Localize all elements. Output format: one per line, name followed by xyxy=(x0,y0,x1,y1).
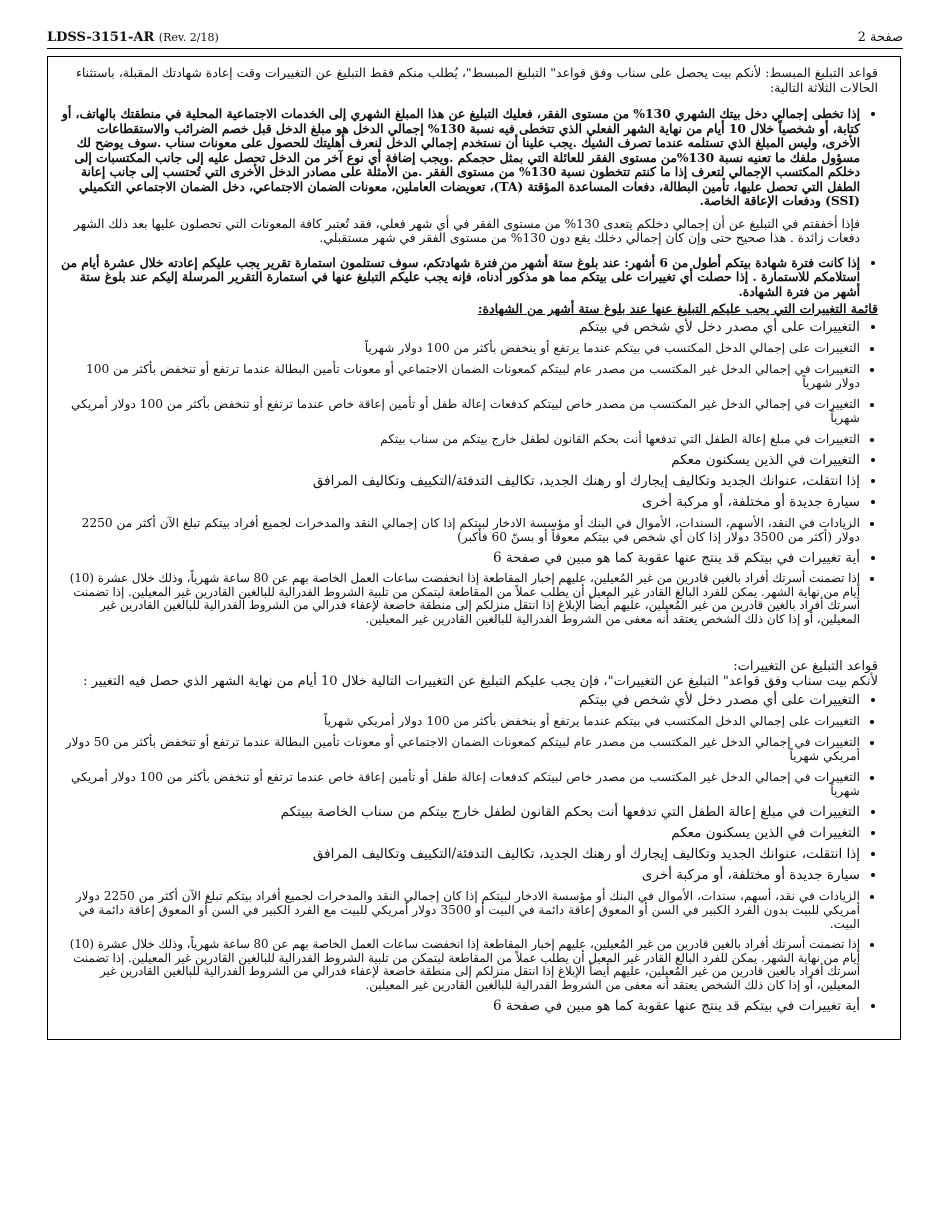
list-item: • سيارة جديدة أو مختلفة، أو مركبة أخرى xyxy=(60,868,860,882)
list-item: • إذا تضمنت أسرتك أفراد بالغين قادرين من غير المُعيلين، عليهم إخبار المقاطعة إذا انخفضت ساعات العمل الخاصة بهم عن 80 ساعة شهرياً، وذلك خلال عشرة (10) أيام من نهاية الشهر. يمكن للفرد البالغ القادر غير المعيل أن يطلب عملاً من المقاطعة ليتمكن من تلبية الشروط الفدرالية للبالغين القادرين غير المعيلين. إذا تضمنت أسرتك أفراد بالغين قادرين من غير المُعيلين، عليهم أيضاً الإبلاغ إذا انتقل منزلكم إلى منطقة خاضعة لإعفاء فدرالي من الشروط الفدرالية للبالغين القادرين غير المعيلين، أو إذا كان ذلك الشخص يعتقد أنه معفى من الشروط الفدرالية للبالغين القادرين غير المعيلين. xyxy=(60,938,860,992)
overpayment-note: فإذا أخفقتم في التبليغ عن أن إجمالي دخلكم يتعدى 130% من مستوى الفقر في أي شهر فعلي، فقد تُعتبر كافة المعونات التي تحصلون عليها بعد ذلك الشهر دفعات زائدة . هذا صحيح حتى وإن كان إجمالي دخلك يقع دون 130% من مستوى الفقر في شهر مستقبلي. xyxy=(73,216,860,245)
rule-six-month-report: • إذا كانت فترة شهادة بيتكم أطول من 6 أشهر: عند بلوغ ستة أشهر من فترة شهادتكم، سوف تستلمون استمارة تقرير يجب عليكم إعادته خلال عشرة أيام من استلامكم للاستمارة . إذا حصلت أي تغييرات على بيتكم مما هو مذكور أدناه، فإنه يجب عليكم التبليغ عنها في استمارة التقرير المرسلة إليكم عند بلوغ ستة أشهر من فترة الشهادة. xyxy=(60,256,860,300)
list-item: • إذا انتقلت، عنوانك الجديد وتكاليف إيجارك أو رهنك الجديد، تكاليف التدفئة/التكييف وتكاليف المرافق xyxy=(60,847,860,861)
six-month-changes-title: قائمة التغييرات التي يجب عليكم التبليغ عنها عند بلوغ ستة أشهر من الشهادة: xyxy=(477,301,878,316)
list-item: • التغييرات في إجمالي الدخل غير المكتسب من مصدر خاص لبيتكم كدفعات إعالة طفل أو تأمين إعاقة خاص عندما ترتفع أو تنخفض بأكثر من 100 دولار أمريكي شهرياً xyxy=(60,770,860,798)
list-item: • الزيادات في النقد، الأسهم، السندات، الأموال في البنك أو مؤسسة الادخار لبيتكم إذا كان إجمالي النقد والمدخرات لجميع أفراد بيتكم تبلغ الآن أكثر من 2250 دولار (أكثر من 3500 دولار إذا كان أي شخص في بيتكم معوقاً أو بسنّ 60 فأكبر) xyxy=(60,516,860,544)
list-item: • التغييرات في الذين يسكنون معكم xyxy=(60,826,860,840)
rule-income-over-130: • إذا تخطى إجمالي دخل بيتك الشهري 130% من مستوى الفقر، فعليك التبليغ عن هذا المبلغ الشهري إلى الخدمات الاجتماعية المحلية في منطقتك بالهاتف، أو كتابة، أو شخصياً خلال 10 أيام من نهاية الشهر الفعلي الذي تتخطى فيه نسبة 130% إجمالي الدخل هو مبلغ الدخل قبل خصم الضرائب والاستقطاعات الأخرى، وليس المبلغ الذي تستلمه عندما تصرف الشيك .يجب علينا أن نستخدم إجمالي الدخل لنعرف أهليتك للحصول على معونات سناب .سوف يوضح لك مسؤول ملفك ما تعنيه نسبة 130%من مستوى الفقر للعائلة التي بمثل حجمكم .ويجب إضافة أي نوع آخر من الدخل تحصل عليه إلى جانب المكتسبات إلى دخلكم المكتسب الإجمالي لتعرف إذا ما كنتم تتخطون نسبة 130% من مستوى الفقر .من الأمثلة على مصادر الدخل الأخرى التي تُحتسب إلى جانب إعانة الطفل التي تحصل عليها، تأمين البطالة، دفعات المساعدة المؤقتة (TA)، تعويضات العاملين، معونات الضمان الاجتماعي، دخل الضمان الاجتماعي التكميلي (SSI) ودفعات الإعاقة الخاصة. xyxy=(60,107,860,209)
list-item: • التغييرات في مبلغ إعالة الطفل التي تدفعها أنت بحكم القانون لطفل خارج بيتكم من سناب الخاصة ببيتكم xyxy=(60,805,860,819)
simplified-rules-list-2 xyxy=(60,256,878,300)
list-item: • التغييرات على إجمالي الدخل المكتسب في بيتكم عندما يرتفع أو ينخفض بأكثر من 100 دولار أمريكي شهرياً xyxy=(60,714,860,728)
six-month-changes-list xyxy=(60,320,878,626)
simplified-rules-list xyxy=(60,107,878,209)
list-item: • التغييرات في الذين يسكنون معكم xyxy=(60,453,860,467)
list-item: • التغييرات على أي مصدر دخل لأي شخص في بيتكم xyxy=(60,693,860,707)
list-item: • التغييرات على أي مصدر دخل لأي شخص في بيتكم xyxy=(60,320,860,334)
content-frame xyxy=(47,56,901,1040)
list-item: • إذا تضمنت أسرتك أفراد بالغين قادرين من غير المُعيلين، عليهم إخبار المقاطعة إذا انخفضت ساعات العمل الخاصة بهم عن 80 ساعة شهرياً، وذلك خلال عشرة (10) أيام من نهاية الشهر. يمكن للفرد البالغ القادر غير المعيل أن يطلب عملاً من المقاطعة ليتمكن من تلبية الشروط الفدرالية للبالغين القادرين غير المعيلين. إذا تضمنت أسرتك أفراد بالغين قادرين من غير المُعيلين، عليهم أيضاً الإبلاغ إذا انتقل منزلكم إلى منطقة خاضعة لإعفاء فدرالي من الشروط الفدرالية للبالغين القادرين غير المعيلين، أو إذا كان ذلك الشخص يعتقد أنه معفى من الشروط الفدرالية للبالغين القادرين غير المعيلين. xyxy=(60,572,860,626)
list-item: • الزيادات في نقد، أسهم، سندات، الأموال في البنك أو مؤسسة الادخار لبيتكم إذا كان إجمالي النقد والمدخرات لجميع أفراد بيتكم تبلغ الآن أكثر من 2250 دولار أمريكي للبيت بدون الفرد الكبير في السن أو المعوق إعاقة دائمة في البيت أو 3500 دولار أمريكي للبيت مع الفرد الكبير في السن أو المعوق إعاقة دائمة في البيت. xyxy=(60,889,860,931)
list-item: • التغييرات في إجمالي الدخل غير المكتسب من مصدر خاص لبيتكم كدفعات إعالة طفل أو تأمين إعاقة خاص عندما ترتفع أو تنخفض بأكثر من 100 دولار أمريكي شهرياً xyxy=(60,397,860,425)
list-item: • سيارة جديدة أو مختلفة، أو مركبة أخرى xyxy=(60,495,860,509)
list-item: • التغييرات في إجمالي الدخل غير المكتسب من مصدر عام لبيتكم كمعونات الضمان الاجتماعي أو معونات تأمين البطالة عندما ترتفع أو تنخفض بأكثر من 100 دولار شهرياً xyxy=(60,362,860,390)
list-item: • التغييرات في مبلغ إعالة الطفل التي تدفعها أنت بحكم القانون لطفل خارج بيتكم من سناب بيتكم xyxy=(60,432,860,446)
list-item: • التغييرات على إجمالي الدخل المكتسب في بيتكم عندما يرتفع أو ينخفض بأكثر من 100 دولار شهرياً xyxy=(60,341,860,355)
change-reporting-intro: لأنكم بيت سناب وفق قواعد" التبليغ عن التغييرات"، فإن يجب عليكم التبليغ عن التغييرات التالية خلال 10 أيام من نهاية الشهر الذي حصل فيه التغيير : xyxy=(83,674,878,689)
change-reporting-title: قواعد التبليغ عن التغييرات: xyxy=(733,659,878,674)
page-header xyxy=(47,28,903,49)
list-item: • إذا انتقلت، عنوانك الجديد وتكاليف إيجارك أو رهنك الجديد، تكاليف التدفئة/التكييف وتكاليف المرافق xyxy=(60,474,860,488)
list-item: • أية تغييرات في بيتكم قد ينتج عنها عقوبة كما هو مبين في صفحة 6 xyxy=(60,551,860,565)
list-item: • التغييرات في إجمالي الدخل غير المكتسب من مصدر عام لبيتكم كمعونات الضمان الاجتماعي أو معونات تأمين البطالة عندما ترتفع أو تنخفض بأكثر من 50 دولار أمريكي شهرياً xyxy=(60,735,860,763)
simplified-reporting-intro: قواعد التبليغ المبسط: لأنكم بيت يحصل على سناب وفق قواعد" التبليغ المبسط"، يُطلب منكم فقط التبليغ عن التغييرات وقت إعادة شهادتك المقبلة، باستثناء الحالات الثلاثة التالية: xyxy=(76,65,878,95)
form-revision: (Rev. 2/18) xyxy=(158,31,219,44)
list-item: • أية تغييرات في بيتكم قد ينتج عنها عقوبة كما هو مبين في صفحة 6 xyxy=(60,999,860,1013)
form-id: LDSS-3151-AR (Rev. 2/18) xyxy=(47,30,219,45)
page-number: صفحة 2 xyxy=(857,30,903,45)
change-reporting-list xyxy=(60,693,878,1013)
